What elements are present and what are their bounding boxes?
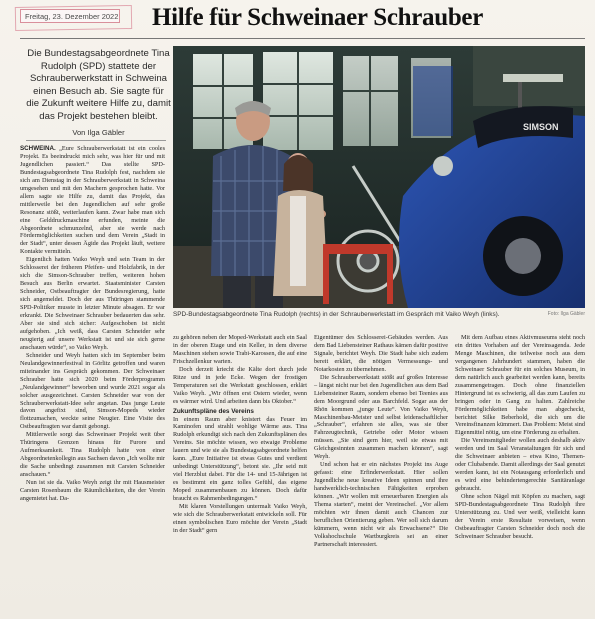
paragraph: Mit dem Aufbau eines Aktivmuseums steht noch ein drittes Vorhaben auf der Vereinsagenda. Jede Menge Maschinen, die teilweise noch aus dem vergangenen Jahrhundert stammen, haben die Schweinaer Schrauber für ein solches Museum, in dem natürlich auch gearbeitet werden kann, bereits zusammengetragen. Doch ohne finanziellen Hintergrund ist es schwierig, all das zum Laufen zu bringen oder in Gang zu halten. Zahlreiche Fördermöglichkeiten habe man abgecheckt, berichtet Silke Beberhold, die sich um die Vereinsfinanzen kümmert. Das Problem: Meist sind Eigenmittel nötig, um eine Förderung zu erhalten. — [455, 334, 585, 437]
paragraph: Eigentümer des Schlosserei-Gebäudes werden. Aus dem Bad Liebensteiner Rathaus kämen dafür positive Signale, berichtet Weyh. Die Stadt habe sich zudem bereit erklärt, die nötigen Vermessungs- und Notarkosten zu übernehmen. — [314, 334, 448, 373]
paragraph: Nun ist sie da. Vaiko Weyh zeigt ihr mit Hausmeister Carsten Rosenbaum die Räumlichkeiten, die der Verein angemietet hat. Da- — [20, 479, 165, 502]
workshop-windows — [193, 52, 451, 150]
article-column-1 — [20, 145, 165, 503]
paragraph: Schneider und Weyh hatten sich im September beim Neulandgewinnerfestival in Görlitz getroffen und waren miteinander ins Gespräch gekommen. Der Schweinaer Schrauber hatte sich 2020 beim Förderprogramm „Neulandgewinner“ beworben und wurde 2021 sogar als solcher ausgezeichnet. Carsten Schneider war von der Schrauberwerkstatt-Idee sehr angetan. Das junge Leute davon angefixt sind, Simson-Mopeds wieder flottzumachen, weckte seine Neugier. Eine Visite des Ostbeauftragten war damit gebongt. — [20, 351, 165, 431]
lead-paragraph: Die Bundestagsabgeordnete Tina Rudolph (SPD) stattete der Schrauberwerkstatt in Schweina einen Besuch ab. Sie sagte für die Zukunft weitere Hilfe zu, damit das Projekt bestehen bleibt. — [26, 48, 171, 122]
article-column-4 — [455, 334, 585, 541]
paragraph: Eigentlich hatten Vaiko Weyh und sein Team in der Schlosserei der früheren Pfeifen- und Holzfabrik, in der sich die Simson-Schrauber treffen, weiteren hohen Besuch aus Berlin erwartet. Staatsminister Carsten Schneider, Ostbeauftragter der Bundesregierung, hatte sich angemeldet. Doch der aus Thüringen stammende SPD-Politiker musste in letzter Minute absagen. Er war erkrankt. Die Schweinaer Schrauber bedauerten das sehr. Aber sie sind sich sicher: Aufgeschoben ist nicht aufgehoben. „Ich weiß, dass Carsten Schneider sehr neugierig auf unsere Werkstatt ist und sie sich gerne anschauen würde“, so Vaiko Weyh. — [20, 256, 165, 351]
article-photo — [173, 46, 585, 308]
header-rule — [20, 38, 585, 39]
paragraph: Und schon hat er ein nächstes Projekt ins Auge gefasst: eine Erfinderwerkstatt. Hier sollen Jugendliche neue kreative Ideen spinnen und ihre handwerklich-technischen Fähigkeiten erproben können. „Wir wollen mit erneuerbaren Energien als Thema starten“, meint der Vereinschef. „Vor allem möchten wir ihnen damit auch Chancen zur beruflichen Orientierung geben. Wer soll sich darum kümmern, wenn nicht wir als Erwachsene?“ Die Volkshochschule Wartburgkreis sei an einer Partnerschaft interessiert. — [314, 461, 448, 548]
byline-divider — [26, 140, 166, 141]
date-stamp: Freitag, 23. Dezember 2022 — [20, 9, 120, 23]
paragraph: Mittlerweile sorgt das Schweinaer Projekt weit über Thüringens Grenzen hinaus für Furore und Aufmerksamkeit. Tina Rudolph hatte von einer Abgeordnetenkollegin aus Sachsen davon „Ich wollte mir die Sache unbedingt zusammen mit Carsten Schneider anschauen.“ — [20, 431, 165, 479]
paragraph — [20, 145, 165, 256]
paragraph: Ohne schon Nägel mit Köpfen zu machen, sagt SPD-Bundestagsabgeordnete Tina Rudolph ihre Unterstützung zu. Und wer weiß, vielleicht kann der Verein erste Resultate vorweisen, wenn Ostbeauftragter Carsten Schneider doch noch die Schweinaer Schrauber besucht. — [455, 493, 585, 540]
paragraph: Mit klaren Vorstellungen untermalt Vaiko Weyh, wie sich die Schrauberwerkstatt entwickeln soll. Für einen symbolischen Euro möchte der Verein „Stadt in der Stadt“ gern — [173, 503, 307, 534]
subheading: Zukunftspläne des Vereins — [173, 407, 254, 415]
photo-credit: Foto: Ilga Gäbler — [547, 311, 585, 317]
headline: Hilfe für Schweinaer Schrauber — [152, 4, 484, 31]
paragraph: zu gehören neben der Moped-Werkstatt auch ein Saal in der oberen Etage und ein Keller, in dem diverse Maschinen stehen sowie Trabi-Karossen, die auf eine Frischzellenkur warten. — [173, 334, 307, 365]
article-column-3 — [314, 334, 448, 549]
dateline-place: SCHWEINA. — [20, 145, 56, 152]
paragraph-text: „Eure Schrauberwerkstatt ist ein cooles Projekt. Es beeindruckt mich sehr, was hier für und mit Jugendlichen passiert.“ Das stellte SPD-Bundestagsabgeordnete Tina Rudolph fest, nachdem sie sich am Dienstag in der Schrauberwerkstatt in Schweina umgesehen und mit den Machern gesprochen hatte. Vor allem sagte sie Hilfe zu, damit das Projekt, das mittlerweile bei den Jugendlichen auf sehr große Resonanz stößt, weiterlaufen kann. Zwar habe man sich eine Gelddruckmaschine erfunden, meinte die Abgeordnete schmunzelnd, aber sie werde nach Fördermöglichkeiten suchen und dem Verein „Stadt in der Stadt“, unter dessen Ägide das Projekt läuft, weitere Kontakte vermitteln. — [20, 145, 165, 256]
scooter-brand-label: SIMSON — [523, 122, 559, 132]
article-column-2 — [173, 334, 307, 535]
paragraph: Doch derzeit kriecht die Kälte dort durch jede Ritze und in jede Ecke. Wegen der frostigen Temperaturen sei die Werkstatt geschlossen, erklärt Vaiko Weyh. „Wir öffnen erst Ostern wieder, wenn es wärmer wird. Und arbeiten dann bis Oktober.“ — [173, 365, 307, 405]
byline: Von Ilga Gäbler — [72, 128, 125, 137]
photo-caption: SPD-Bundestagsabgeordnete Tina Rudolph (rechts) in der Schrauberwerkstatt im Gespräch mit Vaiko Weyh (links). — [173, 311, 500, 318]
paragraph: Die Vereinsmitglieder wollen auch deshalb aktiv werden und im Saal Veranstaltungen für sich und die Schweinaer anbieten – etwa Kino, Themen- oder Clubabende. Damit allerdings der Saal genutzt werden kann, ist ein Notausgang erforderlich und es wird eine behindertengerechte Sanitäranlage gebraucht. — [455, 437, 585, 493]
paragraph: In einem Raum aber knistert das Feuer im Kaminofen und strahlt wohlige Wärme aus. Tina Rudolph erkundigt sich nach den Zukunftsplänen des Vereins. Sie möchte wissen, wo etwaige Probleme lauern und wie sie als Bundestagsabgeordnete helfen kann. „Eure Initiative ist etwas Gutes und verdient unbedingt Unterstützung“, betont sie. „Ihr seid mit viel Herzblut dabei. Für die 14- und 15-Jährigen ist es bestimmt ein ganz tolles Gefühl, das eigene Moped zusammenbauen zu können. Doch dafür braucht es Rahmenbedingungen.“ — [173, 415, 307, 503]
workshop-photo-illustration — [173, 46, 585, 308]
paragraph: Die Schrauberwerkstatt stößt auf großes Interesse – längst nicht nur bei den Jugendlichen aus dem Bad Liebensteiner Raum, sondern ebenso bei Teenies aus dem Moorgrund oder aus Barchfeld. Sogar aus der Rhön kommen „junge Leute“. Von Vaiko Weyh, Maschinenbau-Meister und selbst leidenschaftlicher „Schrauber“, erfahren sie alles, was sie über Fahrzeugtechnik, Getriebe oder Motor wissen müssen. „Sie sind gern hier, weil sie etwas mit Gleichgesinnten zusammen machen können“, sagt Weyh. — [314, 373, 448, 461]
